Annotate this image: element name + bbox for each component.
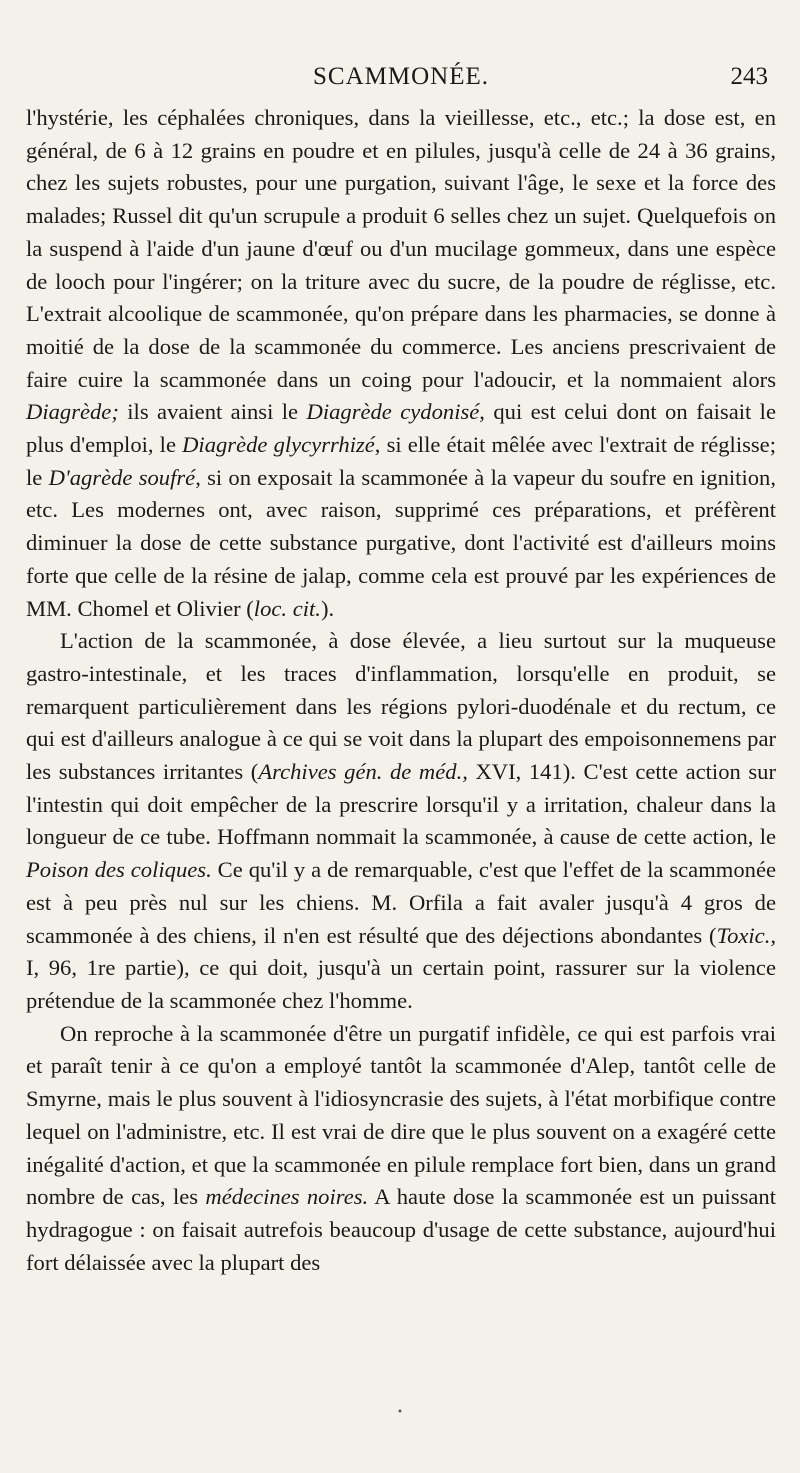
text-segment: ils avaient ainsi le xyxy=(118,399,307,425)
italic-text: médecines noires. xyxy=(205,1184,369,1210)
text-segment: L'action de la scammonée, à dose élevée, a lieu surtout sur la muqueuse gastro-intestinale, et les traces d'inflammation, lorsqu'elle en produit, se remarquent particulièrement dans les régions pylori-duodénale et du rectum, ce qui est d'ailleurs analogue à ce qui se voit dans la plupart des empoisonnemens par les substances irritantes ( xyxy=(26,628,776,785)
paragraph xyxy=(26,625,776,1017)
page-number: 243 xyxy=(730,63,768,90)
text-segment: A haute dose la scammonée est un puissant hydragogue : on faisait autrefois beaucoup d'usage de cette substance, aujourd'hui fort délaissée avec la plupart des xyxy=(26,1184,777,1275)
paragraph xyxy=(26,1018,776,1280)
italic-text: loc. cit. xyxy=(253,595,321,621)
text-segment: , qui est celui dont on faisait le plus d'emploi, le xyxy=(26,399,776,458)
text-segment: XVI, 141). C'est cette action sur l'intestin qui doit empêcher de la prescrire lorsqu'il y a irritation, chaleur dans la longueur de ce tube. Hoffmann nommait la scammonée, à cause de cette action, le xyxy=(26,759,776,850)
text-segment: I, 96, 1re partie), ce qui doit, jusqu'à un certain point, rassurer sur la violence prétendue de la scammonée chez l'homme. xyxy=(26,955,776,1013)
italic-text: Toxic., xyxy=(716,922,776,948)
text-segment: , si elle était mêlée avec l'extrait de réglisse; le xyxy=(26,432,776,490)
text-segment: On reproche à la scammonée d'être un purgatif infidèle, ce qui est parfois vrai et paraît tenir à ce qu'on a employé tantôt la scammonée d'Alep, tantôt celle de Smyrne, mais le plus souvent à l'idiosyncrasie des sujets, à l'état morbifique contre lequel on l'administre, etc. Il est vrai de dire que le plus souvent on a exagéré cette inégalité d'action, et que la scammonée en pilule remplace fort bien, dans un grand nombre de cas, les xyxy=(26,1020,776,1210)
text-segment: ). xyxy=(320,595,335,621)
text-segment: l'hystérie, les céphalées chroniques, dans la vieillesse, etc., etc.; la dose est, en général, de 6 à 12 grains en poudre et en pilules, jusqu'à celle de 24 à 36 grains, chez les sujets robustes, pour une purgation, suivant l'âge, le sexe et la force des malades; Russel dit qu'un scrupule a produit 6 selles chez un sujet. Quelquefois on la suspend à l'aide d'un jaune d'œuf ou d'un mucilage gommeux, dans une espèce de looch pour l'ingérer; on la triture avec du sucre, de la poudre de réglisse, etc. L'extrait alcoolique de scammonée, qu'on prépare dans les pharmacies, se donne à moitié de la dose de la scammonée du commerce. Les anciens prescrivaient de faire cuire la scammonée dans un coing pour l'adoucir, et la nommaient alors xyxy=(26,105,776,392)
italic-text: Archives gén. de méd., xyxy=(258,759,468,785)
italic-text: Poison des coliques. xyxy=(26,857,212,883)
italic-text: Diagrède; xyxy=(26,399,119,425)
running-head xyxy=(26,62,776,102)
italic-text: D'agrède soufré xyxy=(48,464,196,490)
italic-text: Diagrède glycyrrhizé xyxy=(182,432,375,458)
body-text xyxy=(26,102,776,1279)
text-segment: Ce qu'il y a de remarquable, c'est que l'effet de la scammonée est à peu près nul sur les chiens. M. Orfila a fait avaler jusqu'à 4 gros de scammonée à des chiens, il n'en est résulté que des déjections abondantes ( xyxy=(26,857,776,948)
italic-text: Diagrède cydonisé xyxy=(306,399,480,425)
text-segment: , si on exposait la scammonée à la vapeur du soufre en ignition, etc. Les modernes ont, avec raison, supprimé ces préparations, et préfèrent diminuer la dose de cette substance purgative, dont l'activité est d'ailleurs moins forte que celle de la résine de jalap, comme cela est prouvé par les expériences de MM. Chomel et Olivier ( xyxy=(26,464,776,621)
page-foot-mark: • xyxy=(397,1407,403,1418)
paragraph xyxy=(26,102,776,625)
running-title: SCAMMONÉE. xyxy=(313,63,489,90)
